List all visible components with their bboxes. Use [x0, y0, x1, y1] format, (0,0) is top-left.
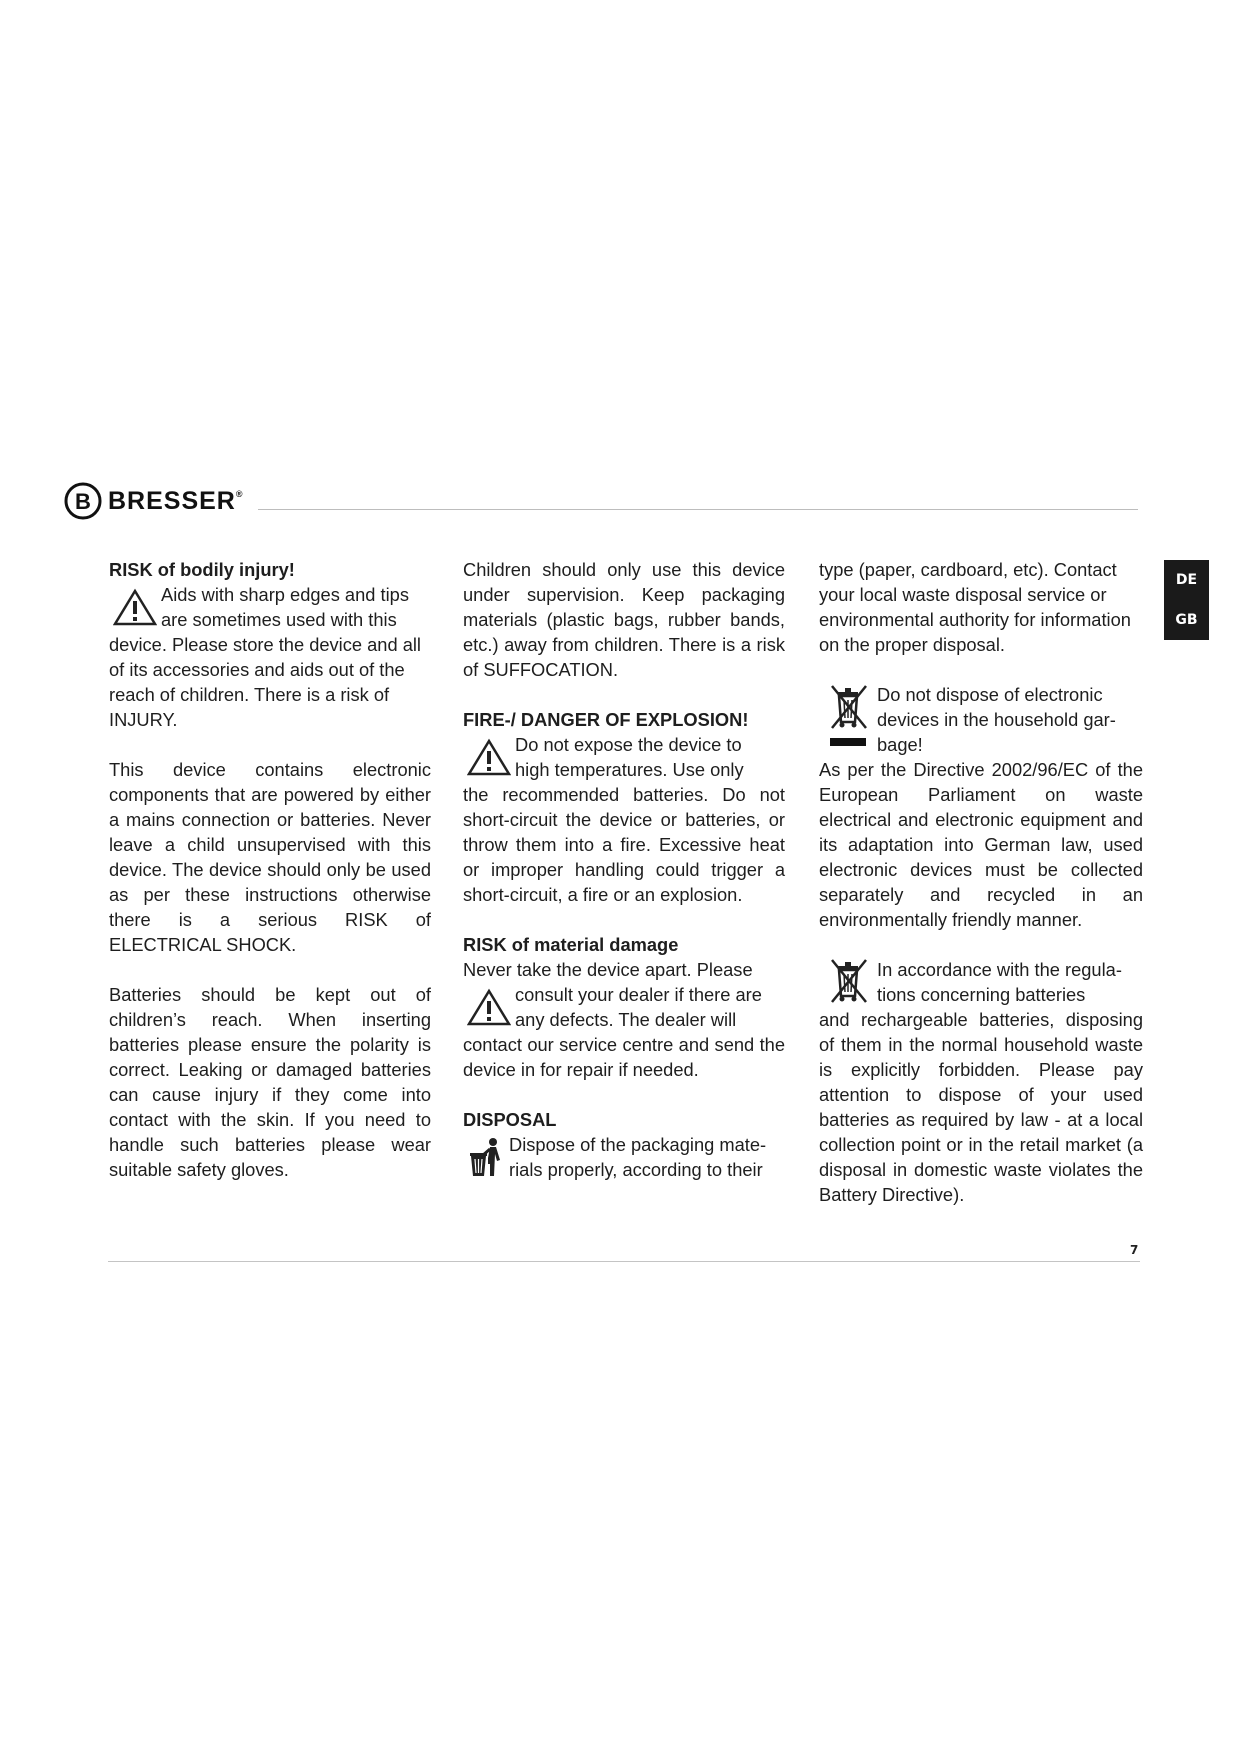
column-1: [109, 557, 431, 1182]
fire-paragraph: the recommended batteries. Do not short-circuit the device or batteries, or throw them into a fire. Excessive heat or improper handling could trigger a short-circuit, a fire or an explosion.: [463, 784, 785, 905]
fire-line-2: high temperatures. Use only: [515, 759, 744, 780]
fire-warning: [463, 732, 785, 782]
page-header: [64, 482, 1144, 522]
children-paragraph: Children should only use this device under supervision. Keep packaging materials (plastic bags, rubber bands, etc.) away from children. There is a risk of SUFFOCATION.: [463, 559, 785, 680]
brand-name: BRESSER®: [108, 487, 244, 515]
page-number: 7: [1130, 1243, 1139, 1257]
material-line-1: consult your dealer if there are: [515, 984, 762, 1005]
disposal-continued: type (paper, cardboard, etc). Contact your local waste disposal service or environmental authority for information on the proper disposal.: [819, 559, 1131, 655]
weee-line-2: devices in the household gar-: [877, 709, 1116, 730]
heading-bodily-injury: RISK of bodily injury!: [109, 559, 295, 580]
disposal-line-1: Dispose of the packaging mate-: [509, 1134, 767, 1155]
fire-line-1: Do not expose the device to: [515, 734, 742, 755]
heading-fire-explosion: FIRE-/ DANGER OF EXPLOSION!: [463, 709, 749, 730]
column-3: [819, 557, 1143, 1207]
injury-line-2: are sometimes used with this: [161, 609, 397, 630]
material-line-2: any defects. The dealer will: [515, 1009, 737, 1030]
warning-triangle-icon: [113, 588, 157, 626]
electric-paragraph: This device contains electronic components that are powered by either a mains connection or batteries. Never leave a child unsupervised with this device. The device should only be used as per these instructions otherwise there is a serious RISK of ELECTRICAL SHOCK.: [109, 759, 431, 955]
directive-paragraph: As per the Directive 2002/96/EC of the European Parliament on waste electrical and electronic equipment and its adaptation into German law, used electronic devices must be collected separately and recycled in an environmentally friendly manner.: [819, 759, 1143, 930]
lang-tab-gb[interactable]: GB: [1175, 612, 1198, 628]
weee-line-1: Do not dispose of electronic: [877, 684, 1103, 705]
injury-warning: [109, 582, 431, 632]
column-2: [463, 557, 785, 1182]
header-rule: [258, 509, 1138, 510]
logo-letter: B: [75, 489, 91, 514]
footer-rule: [108, 1261, 1140, 1262]
injury-paragraph: device. Please store the device and all of its accessories and aids out of the reach of children. There is a risk of INJURY.: [109, 634, 421, 730]
litter-bin-icon: [468, 1136, 504, 1178]
heading-disposal: DISPOSAL: [463, 1109, 557, 1130]
warning-triangle-icon: [467, 738, 511, 776]
registered-mark: ®: [235, 489, 244, 499]
battery-paragraph: and rechargeable batteries, disposing of them in the normal household waste is explicitly forbidden. Please pay attention to dispose of your used batteries as required by law - at a local collection point or in the retail market (a disposal in domestic waste violates the Battery Directive).: [819, 1009, 1143, 1205]
material-warning: [463, 982, 785, 1032]
battery-line-1: In accordance with the regula-: [877, 959, 1122, 980]
bresser-logo-icon: [64, 482, 102, 520]
warning-triangle-icon: [467, 988, 511, 1026]
battery-note: [819, 957, 1143, 1007]
weee-note: [819, 682, 1143, 757]
disposal-note: [463, 1132, 785, 1182]
injury-line-1: Aids with sharp edges and tips: [161, 584, 409, 605]
crossed-out-bin-icon: [824, 682, 872, 752]
language-tabs: [1164, 560, 1209, 640]
weee-line-3: bage!: [877, 734, 923, 755]
material-paragraph: contact our service centre and send the device in for repair if needed.: [463, 1034, 785, 1080]
batteries-paragraph: Batteries should be kept out of children’s reach. When inserting batteries please ensure the polarity is correct. Leaking or damaged batteries can cause injury if they come into contact with the skin. If you need to handle such batteries please wear suitable safety gloves.: [109, 984, 431, 1180]
heading-material-damage: RISK of material damage: [463, 934, 679, 955]
crossed-out-bin-icon: [824, 958, 872, 1006]
disposal-line-2: rials properly, according to their: [509, 1159, 763, 1180]
lang-tab-de[interactable]: DE: [1175, 572, 1198, 588]
battery-line-2: tions concerning batteries: [877, 984, 1086, 1005]
material-first-line: Never take the device apart. Please: [463, 959, 753, 980]
